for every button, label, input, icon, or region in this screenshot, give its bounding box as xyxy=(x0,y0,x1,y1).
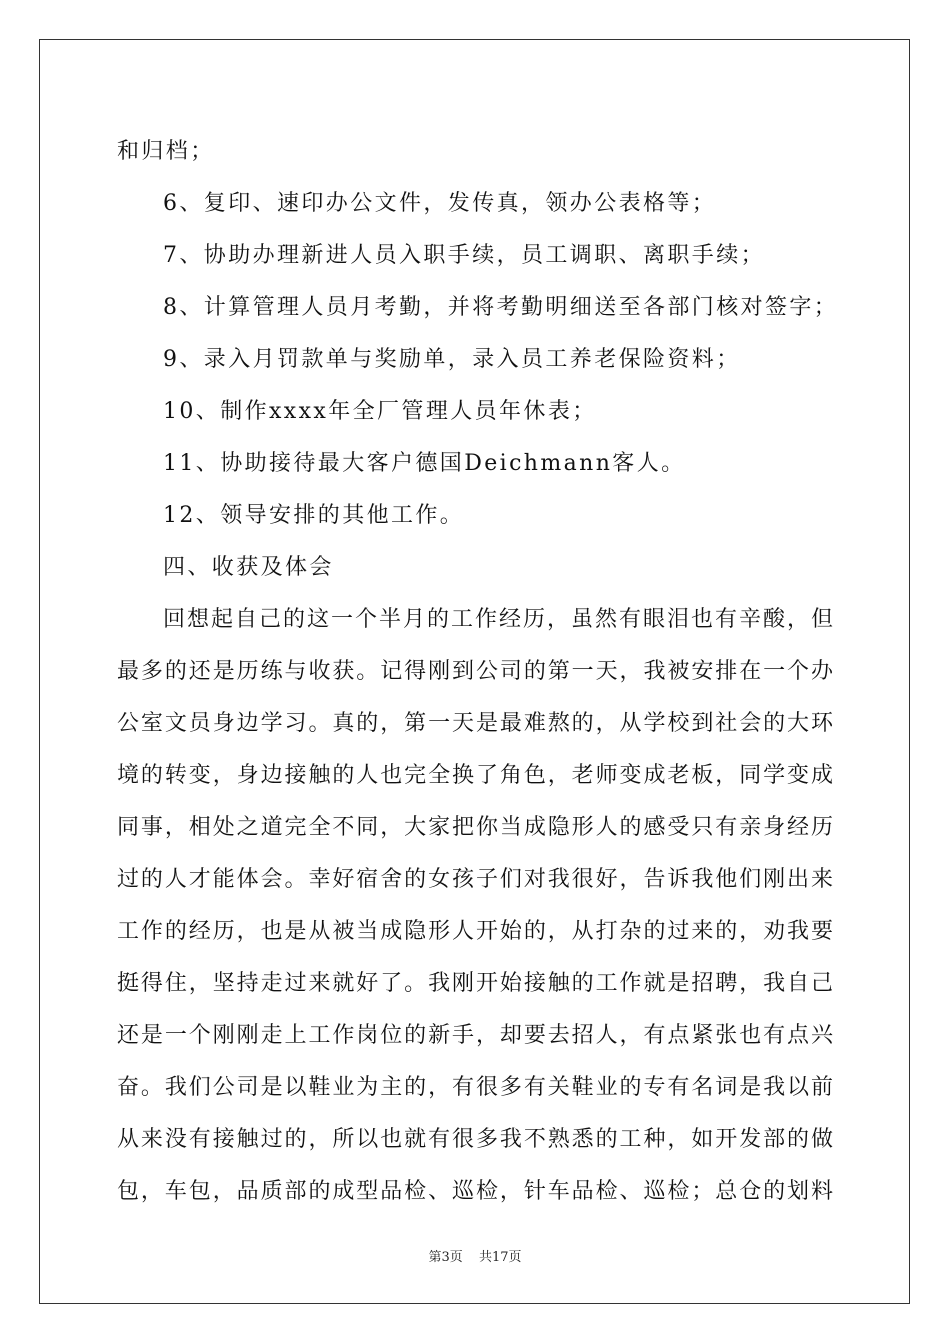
section-heading: 四、收获及体会 xyxy=(163,555,334,580)
text-line-17: 挺得住，坚持走过来就好了。我刚开始接触的工作就是招聘，我自己 xyxy=(117,971,833,996)
text-line-14: 同事，相处之道完全不同，大家把你当成隐形人的感受只有亲身经历 xyxy=(117,815,833,840)
text-line-7: 11、协助接待最大客户德国Deichmann客人。 xyxy=(163,451,686,476)
text-line-16: 工作的经历，也是从被当成隐形人开始的，从打杂的过来的，劝我要 xyxy=(117,919,833,944)
text-line-10: 回想起自己的这一个半月的工作经历，虽然有眼泪也有辛酸，但 xyxy=(163,607,833,632)
text-line-8: 12、领导安排的其他工作。 xyxy=(163,503,465,528)
text-line-1: 和归档； xyxy=(117,139,215,164)
text-line-15: 过的人才能体会。幸好宿舍的女孩子们对我很好，告诉我他们刚出来 xyxy=(117,867,833,892)
page-footer xyxy=(0,1246,950,1265)
page-total: 共17页 xyxy=(478,1250,522,1265)
text-line-5: 9、录入月罚款单与奖励单，录入员工养老保险资料； xyxy=(163,347,741,372)
text-line-21: 包，车包，品质部的成型品检、巡检，针车品检、巡检；总仓的划料 xyxy=(117,1179,833,1204)
text-line-2: 6、复印、速印办公文件，发传真，领办公表格等； xyxy=(163,191,717,216)
text-line-20: 从来没有接触过的，所以也就有很多我不熟悉的工种，如开发部的做 xyxy=(117,1127,833,1152)
text-line-12: 公室文员身边学习。真的，第一天是最难熬的，从学校到社会的大环 xyxy=(117,711,833,736)
document-body xyxy=(117,126,839,1218)
text-line-18: 还是一个刚刚走上工作岗位的新手，却要去招人，有点紧张也有点兴 xyxy=(117,1023,833,1048)
text-line-19: 奋。我们公司是以鞋业为主的，有很多有关鞋业的专有名词是我以前 xyxy=(117,1075,833,1100)
text-line-6: 10、制作xxxx年全厂管理人员年休表； xyxy=(163,399,597,424)
text-line-4: 8、计算管理人员月考勤，并将考勤明细送至各部门核对签字； xyxy=(163,295,839,320)
text-line-3: 7、协助办理新进人员入职手续，员工调职、离职手续； xyxy=(163,243,765,268)
text-line-11: 最多的还是历练与收获。记得刚到公司的第一天，我被安排在一个办 xyxy=(117,659,833,684)
text-line-13: 境的转变，身边接触的人也完全换了角色，老师变成老板，同学变成 xyxy=(117,763,833,788)
page-number: 第3页 xyxy=(428,1250,463,1265)
